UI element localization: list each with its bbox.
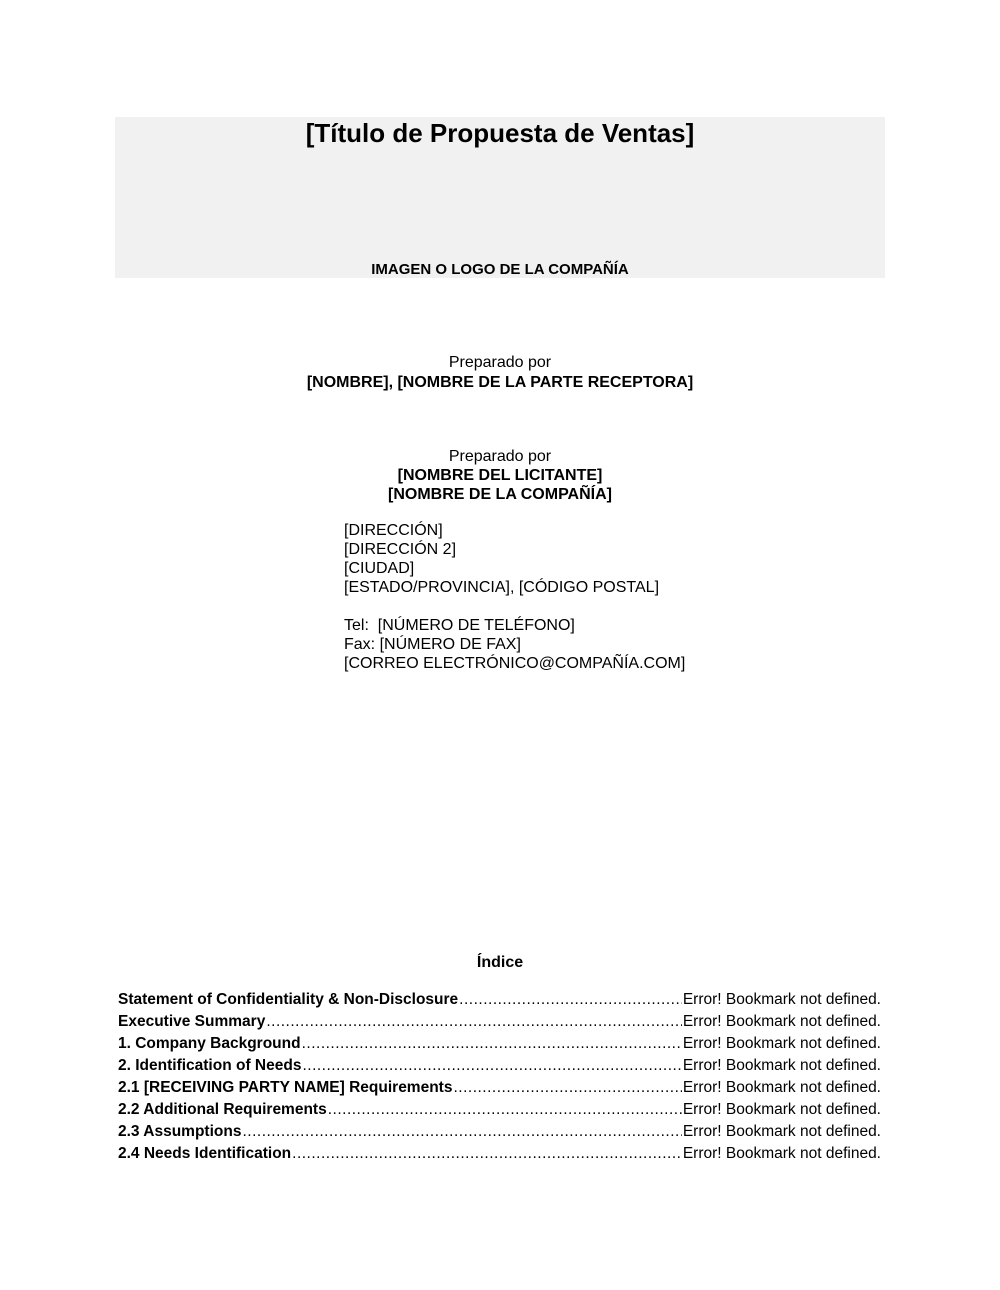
toc-entry-ref: Error! Bookmark not defined.	[682, 1013, 881, 1030]
toc-entry[interactable]	[118, 1077, 881, 1099]
prepared-for-label: Preparado por	[448, 354, 552, 371]
toc-entry-label: Executive Summary	[118, 1013, 266, 1030]
toc-entry-label: 2.1 [RECEIVING PARTY NAME] Requirements	[118, 1079, 453, 1096]
toc-entry[interactable]	[118, 1099, 881, 1121]
toc-entry[interactable]	[118, 1011, 881, 1033]
prepared-by-label: Preparado por	[448, 448, 552, 465]
document-title: [Título de Propuesta de Ventas]	[305, 118, 695, 148]
toc-leader-dots	[242, 1121, 681, 1143]
toc-entry-label: 2. Identification of Needs	[118, 1057, 302, 1074]
toc-entry-ref: Error! Bookmark not defined.	[682, 1101, 881, 1118]
toc-entry-ref: Error! Bookmark not defined.	[682, 1057, 881, 1074]
address-line: [DIRECCIÓN]	[344, 522, 443, 539]
phone-line: Tel: [NÚMERO DE TELÉFONO]	[344, 617, 575, 634]
bidder-name: [NOMBRE DEL LICITANTE]	[397, 467, 603, 484]
toc-entry-label: 2.3 Assumptions	[118, 1123, 242, 1140]
toc-entry-ref: Error! Bookmark not defined.	[682, 1079, 881, 1096]
toc-leader-dots	[459, 989, 682, 1011]
toc-leader-dots	[302, 1033, 682, 1055]
address-line: [CIUDAD]	[344, 560, 415, 577]
toc-entry-ref: Error! Bookmark not defined.	[682, 1145, 881, 1162]
toc-entry[interactable]	[118, 1121, 881, 1143]
toc-leader-dots	[302, 1055, 681, 1077]
toc-heading: Índice	[476, 954, 524, 971]
email-line: [CORREO ELECTRÓNICO@COMPAÑÍA.COM]	[344, 655, 686, 672]
toc-entry[interactable]	[118, 1055, 881, 1077]
toc-leader-dots	[328, 1099, 682, 1121]
toc-entry[interactable]	[118, 1143, 881, 1165]
toc-entry-label: 2.4 Needs Identification	[118, 1145, 292, 1162]
toc-entry-ref: Error! Bookmark not defined.	[682, 991, 881, 1008]
toc-entry-label: 1. Company Background	[118, 1035, 301, 1052]
toc-entry-ref: Error! Bookmark not defined.	[682, 1123, 881, 1140]
table-of-contents	[118, 989, 881, 1165]
address-line: [DIRECCIÓN 2]	[344, 541, 457, 558]
toc-entry[interactable]	[118, 1033, 881, 1055]
toc-entry-ref: Error! Bookmark not defined.	[682, 1035, 881, 1052]
toc-entry[interactable]	[118, 989, 881, 1011]
prepared-for-value: [NOMBRE], [NOMBRE DE LA PARTE RECEPTORA]	[306, 374, 694, 391]
toc-entry-label: 2.2 Additional Requirements	[118, 1101, 327, 1118]
toc-entry-label: Statement of Confidentiality & Non-Disclosure	[118, 991, 459, 1008]
address-line: [ESTADO/PROVINCIA], [CÓDIGO POSTAL]	[344, 579, 660, 596]
toc-leader-dots	[453, 1077, 681, 1099]
fax-line: Fax: [NÚMERO DE FAX]	[344, 636, 521, 653]
company-logo-placeholder: IMAGEN O LOGO DE LA COMPAÑÍA	[371, 261, 629, 278]
company-name: [NOMBRE DE LA COMPAÑÍA]	[388, 486, 612, 503]
toc-leader-dots	[292, 1143, 682, 1165]
toc-leader-dots	[266, 1011, 682, 1033]
